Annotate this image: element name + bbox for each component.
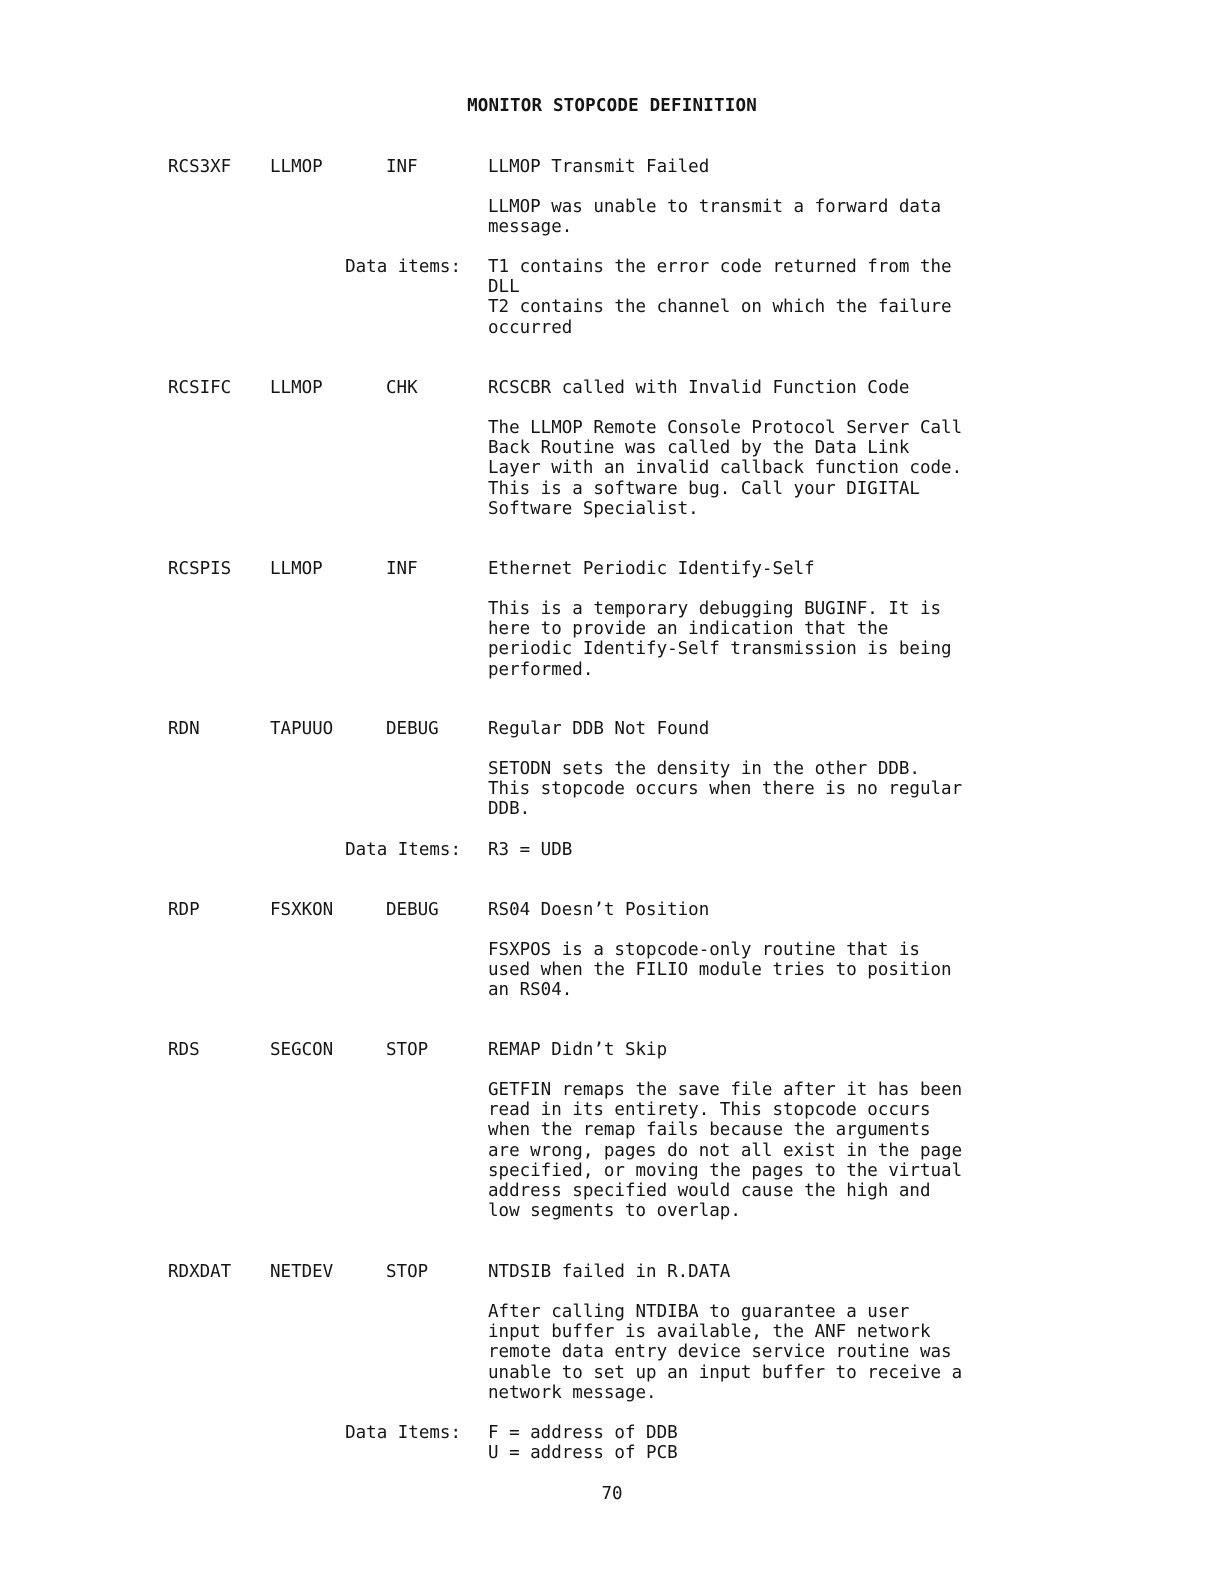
stopcode-heading: Ethernet Periodic Identify-Self xyxy=(488,559,815,579)
stopcode-type: DEBUG xyxy=(386,900,439,920)
data-items-value: T1 contains the error code returned from the DLL T2 contains the channel on which the failure occurred xyxy=(488,257,952,338)
data-items-label: Data Items: xyxy=(345,840,461,860)
stopcode-description: After calling NTDIBA to guarantee a user input buffer is available, the ANF network remote data entry device service routine was unable to set up an input buffer to receive a network message. xyxy=(488,1302,963,1403)
stopcode-heading: REMAP Didn’t Skip xyxy=(488,1040,668,1060)
stopcode-name: RCSIFC xyxy=(168,378,232,398)
stopcode-name: RCSPIS xyxy=(168,559,232,579)
stopcode-module: TAPUUO xyxy=(270,719,334,739)
stopcode-module: FSXKON xyxy=(270,900,334,920)
stopcode-description: The LLMOP Remote Console Protocol Server Call Back Routine was called by the Data Link Layer with an invalid callback function code. This is a software bug. Call your DIGITAL Software Specialist. xyxy=(488,418,963,519)
stopcode-heading: NTDSIB failed in R.DATA xyxy=(488,1262,731,1282)
stopcode-description: This is a temporary debugging BUGINF. It is here to provide an indication that the periodic Identify-Self transmission is being performed. xyxy=(488,599,952,680)
stopcode-description: FSXPOS is a stopcode-only routine that is used when the FILIO module tries to position an RS04. xyxy=(488,940,952,1001)
stopcode-heading: RS04 Doesn’t Position xyxy=(488,900,710,920)
stopcode-description: LLMOP was unable to transmit a forward data message. xyxy=(488,197,942,238)
stopcode-description: SETODN sets the density in the other DDB. This stopcode occurs when there is no regular DDB. xyxy=(488,759,963,820)
stopcode-type: INF xyxy=(386,559,418,579)
stopcode-type: INF xyxy=(386,157,418,177)
stopcode-module: LLMOP xyxy=(270,378,323,398)
stopcode-heading: Regular DDB Not Found xyxy=(488,719,710,739)
stopcode-name: RCS3XF xyxy=(168,157,232,177)
stopcode-module: LLMOP xyxy=(270,157,323,177)
stopcode-type: CHK xyxy=(386,378,418,398)
stopcode-type: STOP xyxy=(386,1040,429,1060)
stopcode-module: NETDEV xyxy=(270,1262,334,1282)
stopcode-type: DEBUG xyxy=(386,719,439,739)
stopcode-heading: LLMOP Transmit Failed xyxy=(488,157,710,177)
stopcode-module: SEGCON xyxy=(270,1040,334,1060)
data-items-label: Data Items: xyxy=(345,1423,461,1443)
data-items-value: F = address of DDB U = address of PCB xyxy=(488,1423,678,1464)
stopcode-module: LLMOP xyxy=(270,559,323,579)
page-number: 70 xyxy=(601,1484,623,1504)
data-items-label: Data items: xyxy=(345,257,461,277)
data-items-value: R3 = UDB xyxy=(488,840,573,860)
stopcode-name: RDN xyxy=(168,719,200,739)
stopcode-name: RDS xyxy=(168,1040,200,1060)
page-title: MONITOR STOPCODE DEFINITION xyxy=(467,96,757,116)
stopcode-name: RDP xyxy=(168,900,200,920)
stopcode-name: RDXDAT xyxy=(168,1262,232,1282)
stopcode-heading: RCSCBR called with Invalid Function Code xyxy=(488,378,910,398)
stopcode-type: STOP xyxy=(386,1262,429,1282)
stopcode-description: GETFIN remaps the save file after it has been read in its entirety. This stopcode occurs when the remap fails because the arguments are wrong, pages do not all exist in the page specified, or moving the pages to the virtual address specified would cause the high and low segments to overlap. xyxy=(488,1080,963,1222)
